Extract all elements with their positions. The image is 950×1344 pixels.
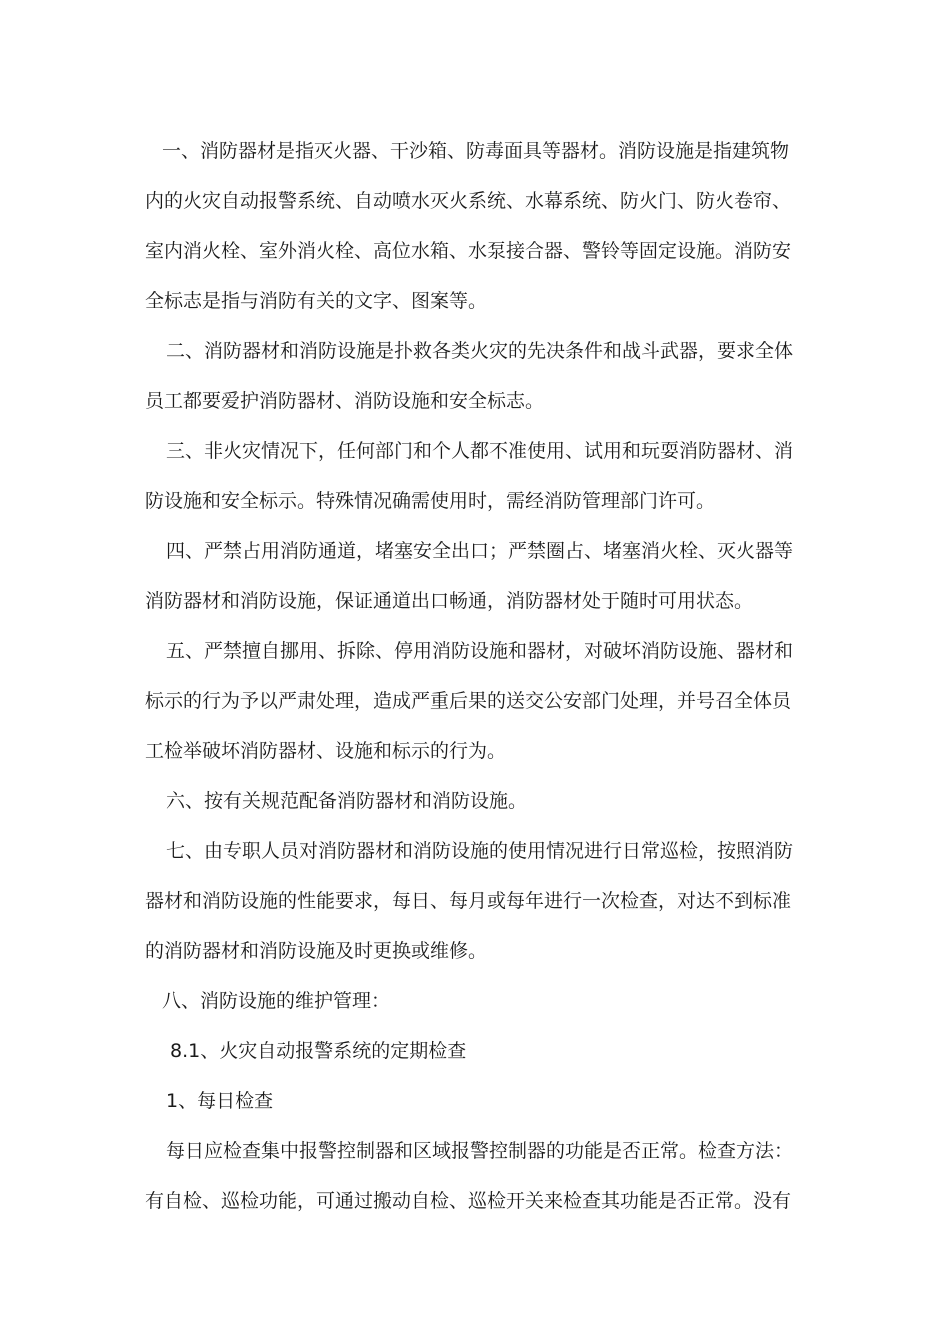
subsection-heading: 1、每日检查	[166, 1090, 274, 1112]
paragraph-line: 一、消防器材是指灭火器、干沙箱、防毒面具等器材。消防设施是指建筑物	[162, 140, 790, 162]
paragraph-line: 有自检、巡检功能，可通过搬动自检、巡检开关来检查其功能是否正常。没有	[145, 1190, 792, 1212]
paragraph-line: 三、非火灾情况下，任何部门和个人都不准使用、试用和玩耍消防器材、消	[166, 440, 794, 462]
paragraph-line: 消防器材和消防设施，保证通道出口畅通，消防器材处于随时可用状态。	[145, 590, 754, 612]
paragraph-line: 五、严禁擅自挪用、拆除、停用消防设施和器材，对破坏消防设施、器材和	[166, 640, 794, 662]
paragraph-line: 内的火灾自动报警系统、自动喷水灭火系统、水幕系统、防火门、防火卷帘、	[145, 190, 792, 212]
section-heading: 八、消防设施的维护管理：	[162, 990, 391, 1012]
paragraph-line: 工检举破坏消防器材、设施和标示的行为。	[145, 740, 507, 762]
paragraph-line: 的消防器材和消防设施及时更换或维修。	[145, 940, 488, 962]
paragraph-line: 每日应检查集中报警控制器和区域报警控制器的功能是否正常。检查方法：	[166, 1140, 794, 1162]
paragraph-line: 标示的行为予以严肃处理，造成严重后果的送交公安部门处理，并号召全体员	[145, 690, 792, 712]
paragraph-line: 四、严禁占用消防通道，堵塞安全出口；严禁圈占、堵塞消火栓、灭火器等	[166, 540, 794, 562]
paragraph-line: 全标志是指与消防有关的文字、图案等。	[145, 290, 488, 312]
paragraph-line: 六、按有关规范配备消防器材和消防设施。	[166, 790, 528, 812]
paragraph-line: 器材和消防设施的性能要求，每日、每月或每年进行一次检查，对达不到标准	[145, 890, 792, 912]
paragraph-line: 七、由专职人员对消防器材和消防设施的使用情况进行日常巡检，按照消防	[166, 840, 794, 862]
paragraph-line: 二、消防器材和消防设施是扑救各类火灾的先决条件和战斗武器，要求全体	[166, 340, 794, 362]
subsection-heading: 8.1、火灾自动报警系统的定期检查	[170, 1040, 467, 1062]
paragraph-line: 防设施和安全标示。特殊情况确需使用时，需经消防管理部门许可。	[145, 490, 716, 512]
paragraph-line: 员工都要爱护消防器材、消防设施和安全标志。	[145, 390, 545, 412]
paragraph-line: 室内消火栓、室外消火栓、高位水箱、水泵接合器、警铃等固定设施。消防安	[145, 240, 792, 262]
document-body	[145, 126, 807, 1226]
